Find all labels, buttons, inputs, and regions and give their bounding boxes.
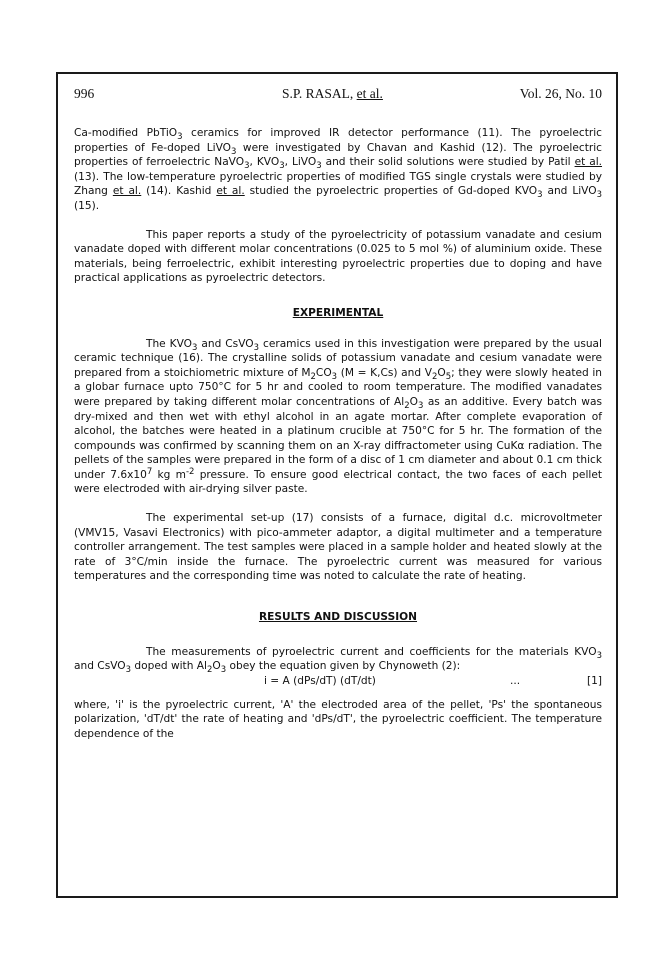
intro-paragraph-1: Ca-modified PbTiO$_3$ ceramics for improved IR detector performance (11). The pyroelectric properties of Fe-doped LiVO$_3$ were investigated by Chavan and Kashid (12). The pyroelectric properties of ferroelectric NaVO$_3$, $KVO_3$, LiVO$_3$ and their solid solutions were studied by Patil et al. (13). The low-temperature pyroelectric properties of modified TGS single crystals were studied by Zhang et al. (14). Kashid et al. studied the pyroelectric properties of Gd-doped $KVO_3$ and LiVO$_3$ (15). [74, 127, 603, 212]
results-paragraph-1: The measurements of pyroelectric current and coefficients for the materials $KVO_3$ and CsVO$_3$ doped with $Al_2O_3$ obey the equation given by Chynoweth (2): [74, 645, 602, 676]
running-header [74, 86, 602, 106]
equation-body: i = A (dPs/dT) (dT/dt) [264, 674, 376, 687]
section-heading-results: RESULTS AND DISCUSSION [258, 611, 418, 624]
intro-paragraph-2: This paper reports a study of the pyroelectricity of potassium vanadate and cesium vanadate doped with different molar concentrations (0.025 to 5 mol %) of aluminium oxide. These materials, being ferroelectric, exhibit interesting pyroelectric properties due to doping and have practical applications as pyroelectric detectors. [74, 228, 602, 285]
experimental-paragraph-2: The experimental set-up (17) consists of a furnace, digital d.c. microvoltmeter (VMV15, Vasavi Electronics) with pico-ammeter adaptor, a digital multimeter and a temperature controller arrangement. The test samples were placed in a sample holder and heated slowly at the rate of 3°C/min inside the furnace. The pyroelectric current was measured for various temperatures and the corresponding time was noted to calculate the rate of heating. [74, 512, 602, 583]
experimental-paragraph-1: The $KVO_3$ and CsVO$_3$ ceramics used in this investigation were prepared by the usual ceramic technique (16). The crystalline solids of potassium vanadate and cesium vanadate were prepared from a stoichiometric mixture of $M_2CO_3$ (M = K,Cs) and $V_2O_5$; they were slowly heated in a globar furnace upto 750°C for 5 hr and cooled to room temperature. The modified vanadates were prepared by taking different molar concentrations of $Al_2O_3$ as an additive. Every batch was dry-mixed and then wet with ethyl alcohol in an agate mortar. After complete evaporation of alcohol, the batches were heated in a platinum crucible at 750°C for 5 hr. The formation of the compounds was confirmed by scanning them on an X-ray diffractometer using CuKα radiation. The pellets of the samples were prepared in the form of a disc of 1 cm diameter and about 0.1 cm thick under $7.6x10^7$ kg $m^{-2}$ pressure. To ensure good electrical contact, the two faces of each pellet were electroded with air-drying silver paste. [74, 337, 603, 496]
authors-text: S.P. RASAL, [282, 86, 354, 101]
equation-1 [74, 674, 602, 689]
et-al-underlined: et al. [356, 86, 383, 101]
running-authors [282, 86, 383, 102]
equation-number: [1] [586, 674, 602, 687]
page-number: 996 [74, 86, 95, 101]
results-paragraph-2: where, 'i' is the pyroelectric current, 'A' the electroded area of the pellet, 'Ps' the spontaneous polarization, 'dT/dt' the rate of heating and 'dPs/dT', the pyroelectric coefficient. The temperature dependence of the [74, 698, 602, 740]
article-body [74, 126, 602, 742]
section-heading-experimental: EXPERIMENTAL [292, 306, 384, 319]
volume-info: Vol. 26, No. 10 [519, 86, 602, 101]
equation-leader-dots: ... [510, 674, 521, 687]
